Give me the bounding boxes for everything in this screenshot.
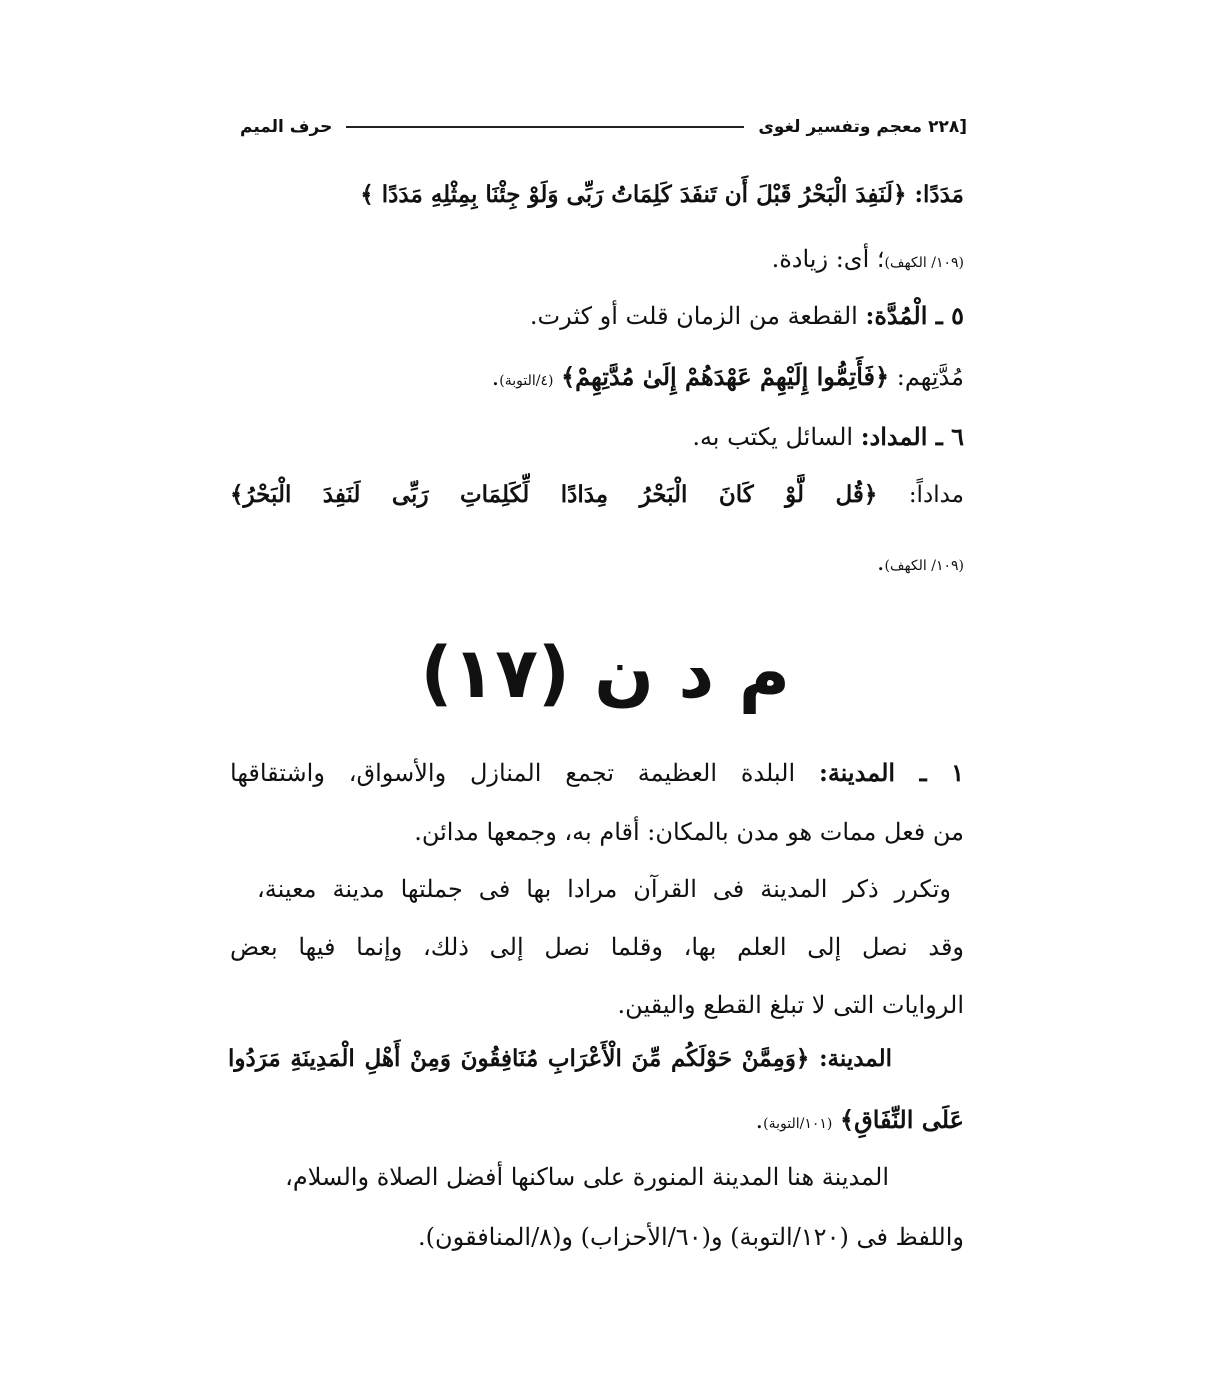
quran-quote: ﴿قُل لَّوْ كَانَ الْبَحْرُ مِدَادًا لِّكَلِمَاتِ رَبِّى لَنَفِدَ الْبَحْرُ﴾ — [230, 481, 878, 508]
quran-quote: ﴿لَنَفِدَ الْبَحْرُ قَبْلَ أَن تَنفَدَ كَلِمَاتُ رَبِّى وَلَوْ جِئْنَا بِمِثْلِهِ مَدَدًا ﴾ — [360, 181, 907, 208]
quran-quote: ﴿وَمِمَّنْ حَوْلَكُم مِّنَ الْأَعْرَابِ مُنَافِقُونَ وَمِنْ أَهْلِ الْمَدِينَةِ مَرَدُوا — [228, 1045, 810, 1072]
entry-text: القطعة من الزمان قلت أو كثرت. — [529, 302, 858, 330]
header-rule — [346, 126, 744, 128]
entry-label: ٦ ـ المداد: — [860, 422, 964, 451]
line-almudda — [230, 299, 964, 333]
line-madina-etymology — [230, 815, 964, 849]
meaning-text: ؛ أى: زيادة. — [771, 245, 885, 273]
line-midadan-ref — [230, 545, 964, 583]
line-end: . — [491, 363, 500, 391]
verse-reference: (١٠١/التوبة) — [763, 1116, 833, 1132]
line-occurrences — [230, 1220, 964, 1254]
term-label: مداداً: — [908, 482, 964, 508]
term-label: المدينة: — [819, 1045, 892, 1072]
line-end: . — [755, 1106, 764, 1134]
root-heading: م د ن (١٧) — [420, 632, 790, 714]
line-almidad — [230, 420, 964, 454]
term-label: مَدَدًا: — [914, 181, 964, 208]
verse-reference: (١٠٩/ الكهف) — [884, 558, 964, 574]
body-text: المدينة هنا المدينة المنورة على ساكنها أفضل الصلاة والسلام، — [285, 1163, 889, 1191]
line-madina-quote-end — [230, 1103, 964, 1141]
verse-reference: (١٠٩/ الكهف) — [884, 255, 964, 271]
line-midadan-quote — [230, 478, 964, 512]
section-title: حرف الميم — [240, 117, 333, 137]
line-paragraph-3 — [230, 988, 964, 1022]
line-madina-def — [230, 756, 964, 790]
entry-label: ٥ ـ الْمُدَّة: — [865, 301, 964, 330]
book-title: معجم وتفسير لغوى — [758, 117, 923, 137]
line-madina-quote — [228, 1042, 892, 1076]
verse-reference: (٤/التوبة) — [499, 373, 554, 389]
running-header — [240, 114, 967, 140]
line-end: . — [876, 548, 885, 576]
body-text: واللفظ فى (١٢٠/التوبة) و(٦٠/الأحزاب) و(٨/المنافقون). — [418, 1223, 964, 1251]
entry-text: البلدة العظيمة تجمع المنازل والأسواق، واشتقاقها — [230, 759, 796, 787]
body-text: وتكرر ذكر المدينة فى القرآن مرادا بها فى جملتها مدينة معينة، — [257, 875, 951, 903]
body-text: وقد نصل إلى العلم بها، وقلما نصل إلى ذلك، وإنما فيها بعض — [230, 933, 965, 961]
line-paragraph-2 — [230, 930, 964, 964]
line-madina-explanation — [189, 1160, 889, 1194]
page-number: [٢٢٨ — [928, 117, 967, 137]
quran-quote: عَلَى النِّفَاقِ﴾ — [840, 1105, 964, 1134]
entry-text: السائل يكتب به. — [692, 423, 854, 451]
term-label: مُدَّتِهم: — [896, 363, 964, 391]
line-madadan-meaning — [230, 242, 964, 280]
line-muddatihim — [230, 360, 964, 398]
line-madadan-quote — [230, 178, 964, 212]
line-paragraph-1 — [257, 872, 951, 906]
entry-label: ١ ـ المدينة: — [818, 758, 964, 787]
body-text: من فعل ممات هو مدن بالمكان: أقام به، وجمعها مدائن. — [414, 818, 964, 846]
body-text: الروايات التى لا تبلغ القطع واليقين. — [617, 991, 964, 1019]
quran-quote: ﴿فَأَتِمُّوا إِلَيْهِمْ عَهْدَهُمْ إِلَىٰ مُدَّتِهِمْ﴾ — [561, 362, 890, 391]
